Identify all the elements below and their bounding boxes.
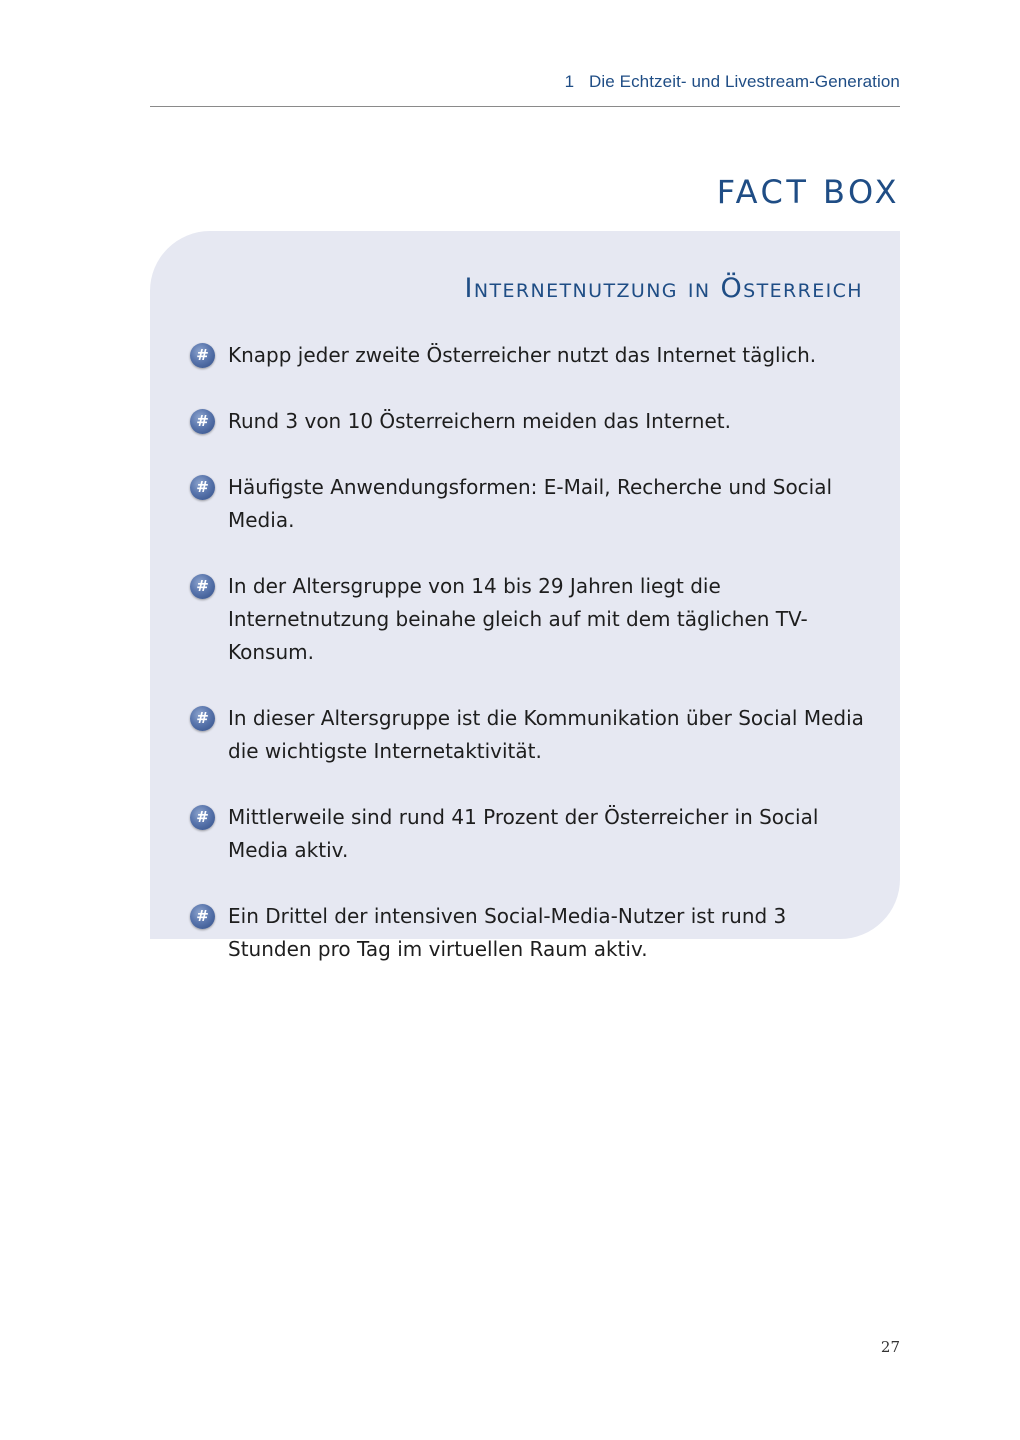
fact-box-panel [150,231,900,961]
hash-icon: # [190,409,215,434]
fact-text: Knapp jeder zweite Österreicher nutzt das Internet täglich. [228,343,817,367]
fact-list-item [190,471,870,537]
hash-icon: # [190,904,215,929]
fact-text: Mittlerweile sind rund 41 Prozent der Österreicher in Social Media aktiv. [228,805,819,862]
fact-box-title: Internetnutzung in Österreich [464,273,863,304]
fact-box-heading: FACT BOX [716,173,900,211]
fact-list-item [190,702,870,768]
fact-list-item [190,339,870,372]
hash-icon: # [190,574,215,599]
page-number: 27 [880,1338,900,1356]
fact-list-item [190,570,870,669]
fact-list [190,339,870,999]
chapter-number: 1 [564,72,575,91]
hash-icon: # [190,343,215,368]
fact-text: In der Altersgruppe von 14 bis 29 Jahren liegt die Internetnutzung beinahe gleich auf mit dem täglichen TV-Konsum. [228,574,808,664]
fact-list-item [190,801,870,867]
hash-icon: # [190,805,215,830]
fact-text: Häufigste Anwendungsformen: E-Mail, Recherche und Social Media. [228,475,833,532]
fact-list-item [190,405,870,438]
fact-list-item [190,900,870,966]
hash-icon: # [190,706,215,731]
hash-icon: # [190,475,215,500]
header-divider [150,106,900,107]
running-header [150,72,900,92]
chapter-title: Die Echtzeit- und Livestream-Generation [589,72,900,91]
fact-text: In dieser Altersgruppe ist die Kommunikation über Social Media die wichtigste Internetaktivität. [228,706,864,763]
fact-text: Ein Drittel der intensiven Social-Media-Nutzer ist rund 3 Stunden pro Tag im virtuellen Raum aktiv. [228,904,787,961]
fact-text: Rund 3 von 10 Österreichern meiden das Internet. [228,409,731,433]
